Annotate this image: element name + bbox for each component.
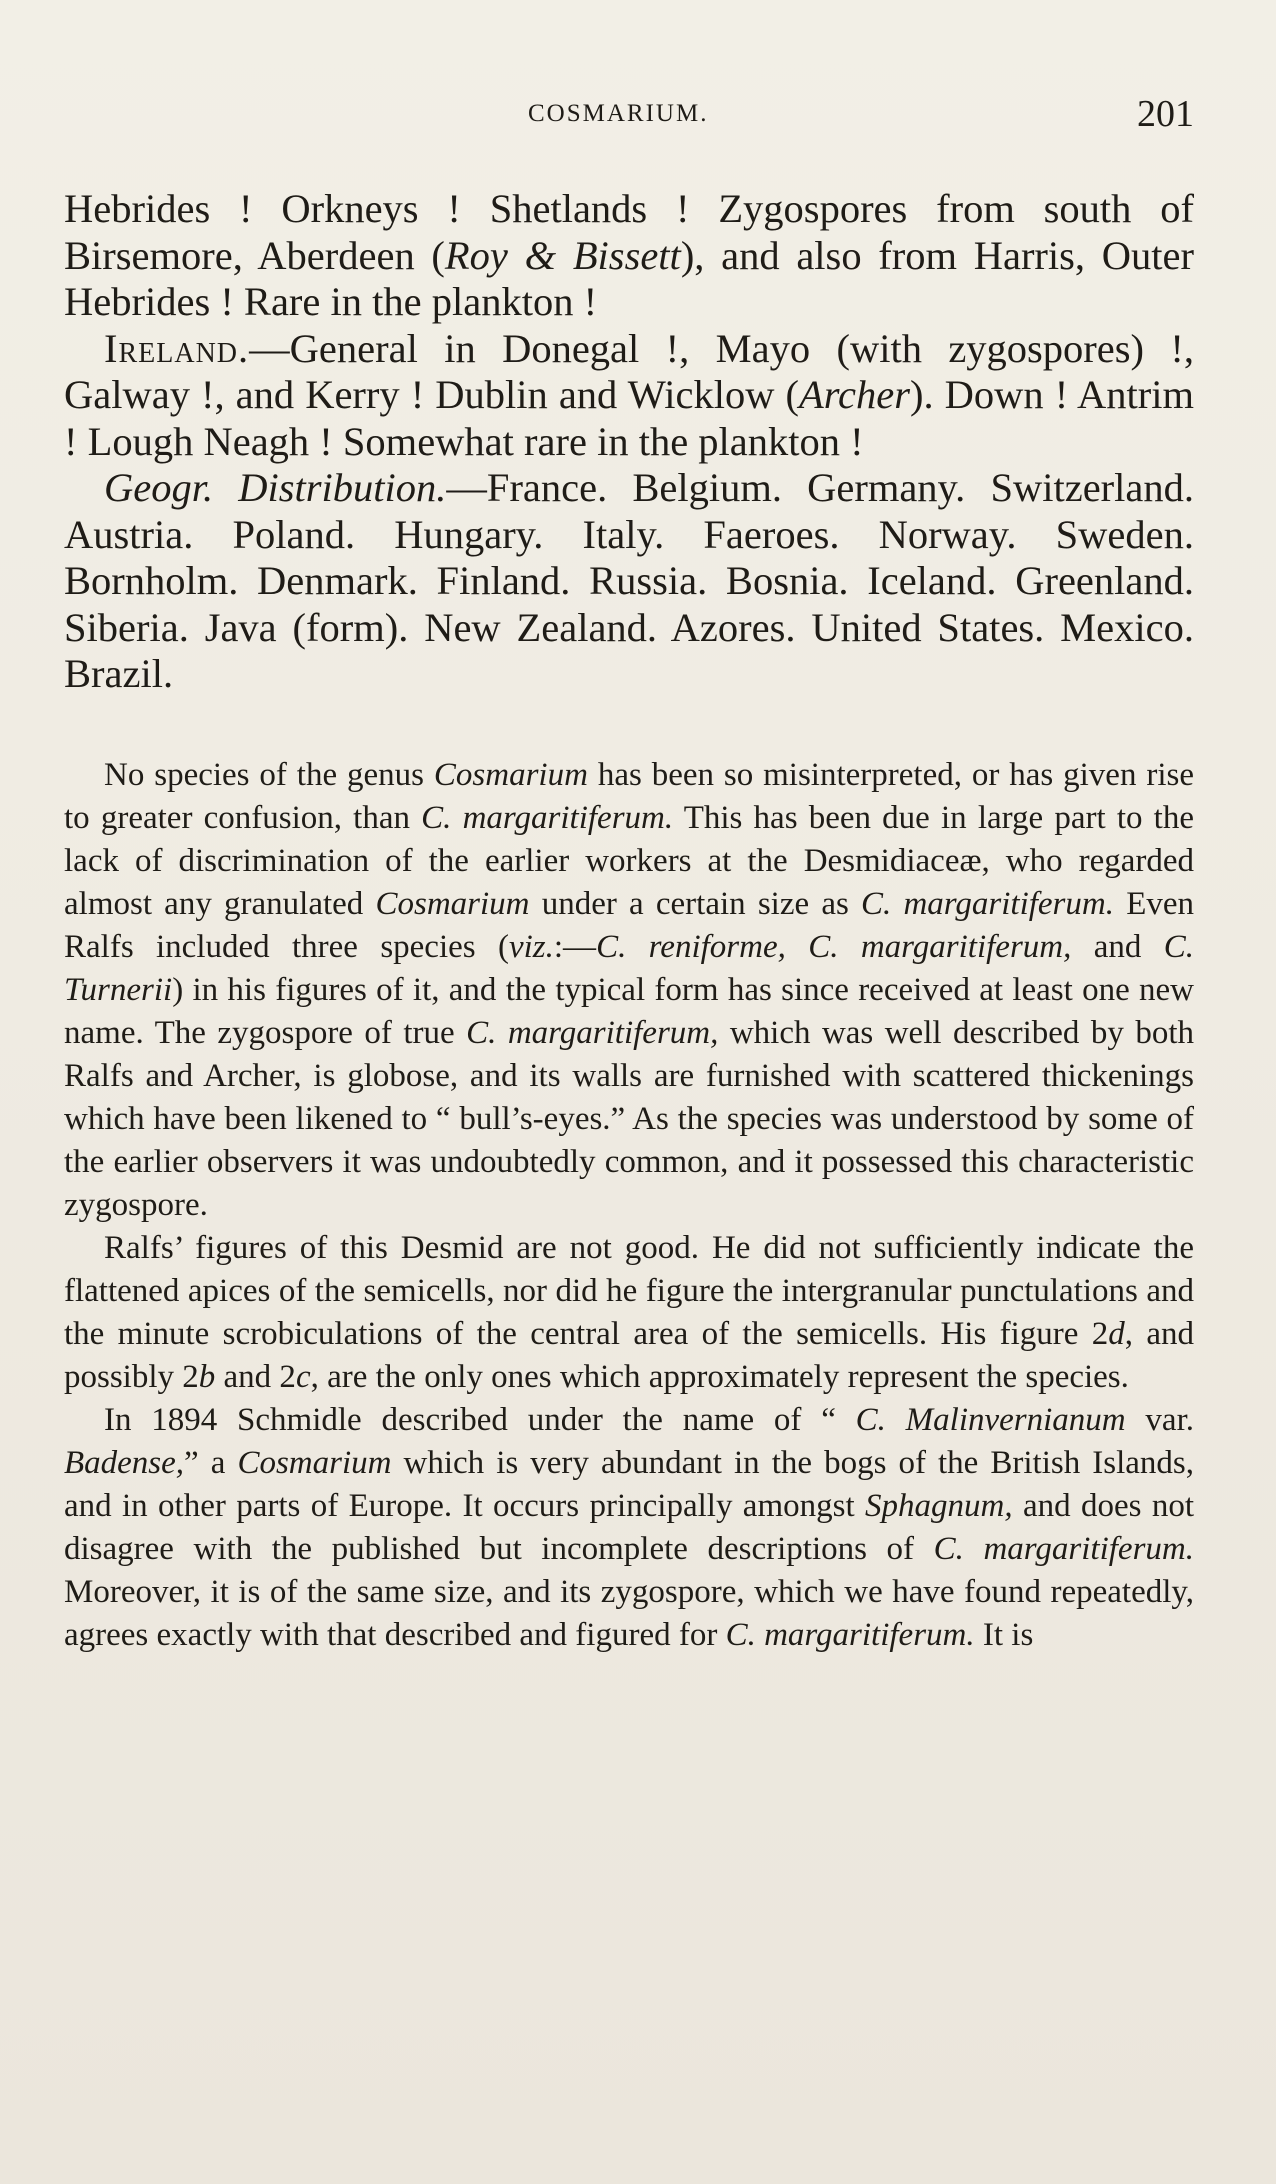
italic-run: Roy & Bissett — [444, 232, 681, 278]
text-run: Even Ralfs included three species ( — [64, 885, 1194, 965]
italic-run: C. margaritiferum. — [421, 799, 674, 836]
text-run: ) in his figures of it, and the typical form has since received at least one new name. The zygospore of true — [64, 971, 1194, 1051]
paragraph-ireland — [64, 326, 1194, 466]
text-run: :— — [553, 928, 597, 965]
page-number: 201 — [1137, 93, 1194, 135]
paragraph-ralfs-figures — [64, 1227, 1194, 1399]
italic-run: C. Turnerii — [64, 928, 1195, 1008]
italic-run: Archer — [799, 372, 910, 417]
italic-run: b — [198, 1358, 216, 1395]
text-run: —France. Belgium. Germany. Switzerland. Austria. Poland. Hungary. Italy. Faeroes. Norway. Sweden. Bornholm. Denmark. Finland. Russia. Bosnia. Iceland. Greenland. Siberia. Java (form). New Zealand. Azores. United States. Mexico. Brazil. — [64, 465, 1195, 696]
text-run: which is very abundant in the bogs of the British Islands, and in other parts of Europe. It occurs principally amongst — [64, 1444, 1195, 1524]
text-run: and does not disagree with the published but incomplete descriptions of — [64, 1487, 1194, 1567]
text-run: —General in Donegal !, Mayo (with zygospores) !, Galway !, and Kerry ! Dublin and Wicklow ( — [64, 325, 1194, 417]
italic-run: C. margaritiferum. — [861, 885, 1114, 922]
text-run: Ralfs’ figures of this Desmid are not good. He did not sufficiently indicate the flattened apices of the semicells, nor did he figure the intergranular punctulations and the minute scrobiculations of the central area of the semicells. His figure 2 — [64, 1229, 1194, 1352]
text-run: ” a — [184, 1444, 238, 1481]
italic-run: c — [295, 1358, 311, 1395]
text-run: and 2 — [215, 1358, 296, 1395]
italic-run: C. Malinvernianum — [855, 1401, 1126, 1438]
italic-run: d — [1108, 1315, 1125, 1352]
text-block — [64, 186, 1194, 1657]
section-lead: Ireland. — [104, 325, 250, 371]
italic-run: C. margaritiferum. — [933, 1530, 1194, 1567]
italic-run: Badense, — [64, 1444, 185, 1481]
text-run: , and possibly 2 — [64, 1315, 1194, 1395]
italic-run: Cosmarium — [237, 1444, 392, 1481]
text-run: In 1894 Schmidle described under the name of “ — [104, 1401, 856, 1438]
text-run: var. — [1125, 1401, 1194, 1438]
running-head — [0, 92, 1276, 142]
text-run: and — [1071, 928, 1164, 965]
text-run: which was well described by both Ralfs and Archer, is globose, and its walls are furnished with scattered thickenings which have been likened to “ bull’s-eyes.” As the species was understood by some of the earlier observers it was undoubtedly common, and it possessed this characteristic zygospore. — [64, 1014, 1195, 1223]
text-run: under a certain size as — [529, 885, 861, 922]
text-run: It is — [974, 1616, 1034, 1653]
italic-run: C. margaritiferum, — [466, 1014, 719, 1051]
distribution-section — [64, 186, 1194, 698]
running-title: COSMARIUM. — [528, 100, 709, 127]
italic-run: Cosmarium — [433, 756, 588, 793]
italic-run: Geogr. Distribution. — [104, 465, 447, 510]
text-run: Hebrides ! Orkneys ! Shetlands ! Zygospores from south of Birsemore, Aberdeen ( — [64, 186, 1194, 278]
italic-run: C. margaritiferum. — [725, 1616, 975, 1653]
text-run: Moreover, it is of the same size, and its zygospore, which we have found repeatedly, agrees exactly with that described and figured for — [64, 1573, 1194, 1653]
paragraph-misinterpreted — [64, 754, 1194, 1227]
text-run: ). Down ! Antrim ! Lough Neagh ! Somewhat rare in the plankton ! — [64, 372, 1194, 464]
italic-run: Cosmarium — [375, 885, 530, 922]
text-run: No species of the genus — [104, 756, 434, 793]
text-run: ), and also from Harris, Outer Hebrides ! Rare in the plankton ! — [64, 232, 1194, 324]
paragraph-schmidle — [64, 1399, 1194, 1657]
text-run: has been so misinterpreted, or has given rise to greater confusion, than — [64, 756, 1194, 836]
discussion-section — [64, 754, 1194, 1657]
italic-run: viz. — [508, 928, 554, 965]
paragraph-distribution — [64, 465, 1194, 698]
text-run: This has been due in large part to the lack of discrimination of the earlier workers at the Desmidiaceæ, who regarded almost any granulated — [64, 799, 1194, 922]
paragraph-scotland — [64, 186, 1194, 326]
text-run: , are the only ones which approximately represent the species. — [310, 1358, 1129, 1395]
italic-run: Sphagnum, — [865, 1487, 1013, 1524]
italic-run: C. reniforme, C. margaritiferum, — [596, 928, 1072, 965]
